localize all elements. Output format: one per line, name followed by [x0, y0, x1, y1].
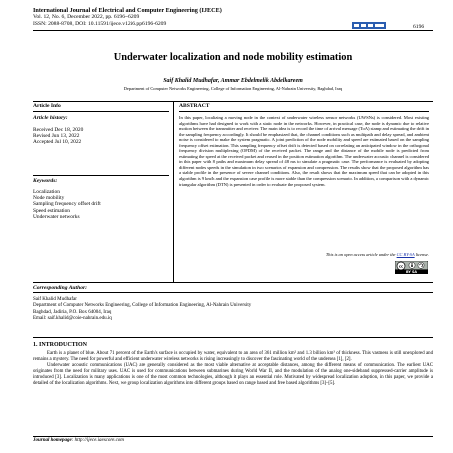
header-rule — [33, 30, 433, 31]
footer-rule — [33, 436, 433, 437]
keyword-item: Localization — [33, 189, 60, 195]
abstract-column — [179, 102, 429, 282]
abstract-heading: ABSTRACT — [179, 102, 429, 112]
article-info-box — [33, 101, 433, 283]
introduction-paragraph: Earth is a planet of blue. About 71 percent of the Earth's surface is occupied by water, equivalent to an area of 361 million km² and 1.3 billion km³ of thickness. This vastness is still unexplored and remains a mystery. The need for powerful and efficient underwater wireless networks is rising increasingly to discover the fascinating world of the undersea [1], [2]. — [33, 351, 433, 362]
corresponding-author-address: Baghdad, Jadiria, P.O. Box 64004, Iraq — [33, 309, 112, 315]
svg-text:BY SA: BY SA — [405, 270, 418, 274]
license-statement — [179, 252, 429, 257]
introduction-paragraph: Underwater acoustic communications (UAC) are generally considered as the most viable alternative at acceptable distances, among the different means of communication. The earliest UAC originates from the need for military uses. UAC is used for communications between submarines during World War II, and the modulation of the analog one-sideband suppressed-carrier amplitude is introduced [3]. Localization is many applications is one of the most common technologies, although it plays an essential role. Motivated by widespread localization adoption, in this paper, we provide a detailed of the localization algorithms. Next, we group localization algorithms into different groups based on range based and free based algorithms [3]–[5]. — [33, 362, 433, 386]
abstract-body: In this paper, localizing a moving node in the context of underwater wireless sensor networks (UWSNs) is considered. Most existing algorithms have had designed to work with a static node in the networks. However, in practical case, the node is dynamic due to relative motion between the transmitter and receiver. The main idea is to record the time of arrival message (ToA) stamp and estimating the drift in the sampling frequency accordingly. It should be emphasized that, the channel conditions such as multipath and delay spread, and ambient noise is considered to make the system pragmatic. A joint prediction of the node mobility and speed are estimated based on the sampling frequency offset estimation. This sampling frequency offset drift is detected based on correlating an anticipated window in the orthogonal frequency division multiplexing (OFDM) of the received packet. The range and the distance of the mobile node is predicted from estimating the speed at the received packet and reused in the position estimation algorithm. The underwater acoustic channel is considered in this paper with 8 paths and maximum delay spread of 48 ms to simulate a pragmatic case. The performance is evaluated by adopting different nodes speeds in the simulation in two scenarios of expansion and compression. The results show that the proposed algorithm has a stable profile in the presence of severe channel conditions. Also, the result shows that the maximum speed that can be adopted in this algorithm is 9 km/h and the expansion case profile is more stable than the compression scenario. In addition, a comparison with a dynamic triangular algorithm (DTN) is presented in order to evaluate the proposed system. — [179, 115, 429, 187]
article-history — [33, 115, 169, 146]
journal-logo — [352, 22, 386, 29]
license-suffix: license. — [414, 252, 429, 257]
keyword-item: Underwater networks — [33, 213, 80, 220]
paper-title: Underwater localization and node mobility estimation — [113, 52, 353, 63]
introduction-body — [33, 351, 433, 387]
svg-text:cc: cc — [398, 264, 404, 269]
journal-name: International Journal of Electrical and Computer Engineering (IJECE) — [33, 7, 222, 14]
corresponding-author-name: Saif Khalid Mudhafar — [33, 297, 77, 302]
corresponding-author — [33, 284, 433, 323]
journal-homepage-link[interactable]: : http://ijece.iaescore.com — [71, 438, 124, 443]
article-info-divider — [33, 175, 169, 176]
history-revised: Revised Jun 13, 2022 — [33, 133, 80, 140]
keyword-item: Sampling frequency offset drift — [33, 201, 101, 208]
corresponding-author-email[interactable]: Email: saif.khalid@coie-nahrain.edu.iq — [33, 316, 112, 322]
article-history-heading: Article history: — [33, 115, 68, 121]
history-accepted: Accepted Jul 10, 2022 — [33, 139, 82, 146]
keywords — [33, 178, 169, 220]
corresponding-author-rule — [33, 337, 433, 338]
footer-label: Journal homepage — [33, 438, 72, 443]
page-number: 6196 — [413, 23, 425, 30]
keyword-item: Speed estimation — [33, 207, 70, 214]
journal-volume: Vol. 12, No. 6, December 2022, pp. 6196~6209 — [33, 14, 140, 21]
cc-by-sa-icon[interactable] — [395, 261, 428, 274]
keyword-item: Node mobility — [33, 195, 65, 202]
corresponding-author-dept: Department of Computer Networks Engineering, College of Information Engineering, Al-Nahrain University — [33, 303, 252, 309]
article-info-heading: Article Info — [33, 102, 169, 112]
license-prefix: This is an open access article under the — [325, 252, 397, 257]
keywords-heading: Keywords: — [33, 178, 58, 184]
column-divider — [173, 102, 174, 282]
page-footer — [33, 438, 124, 443]
journal-issn-doi: ISSN: 2088-8708, DOI: 10.11591/ijece.v12i6.pp6196-6209 — [33, 20, 167, 27]
license-link[interactable]: CC BY-SA — [396, 252, 415, 257]
history-received: Received Dec 18, 2020 — [33, 127, 84, 133]
paper-authors: Saif Khalid Mudhafar, Ammar Ebdelmelik Abdelkareem — [163, 78, 303, 84]
corresponding-author-heading: Corresponding Author: — [33, 284, 433, 293]
paper-affiliation: Department of Computer Networks Engineering, College of Information Engineering, Al-Nahrain University, Baghdad, Iraq — [123, 86, 343, 91]
introduction-heading: 1. INTRODUCTION — [33, 342, 88, 348]
article-info-column — [33, 102, 169, 282]
